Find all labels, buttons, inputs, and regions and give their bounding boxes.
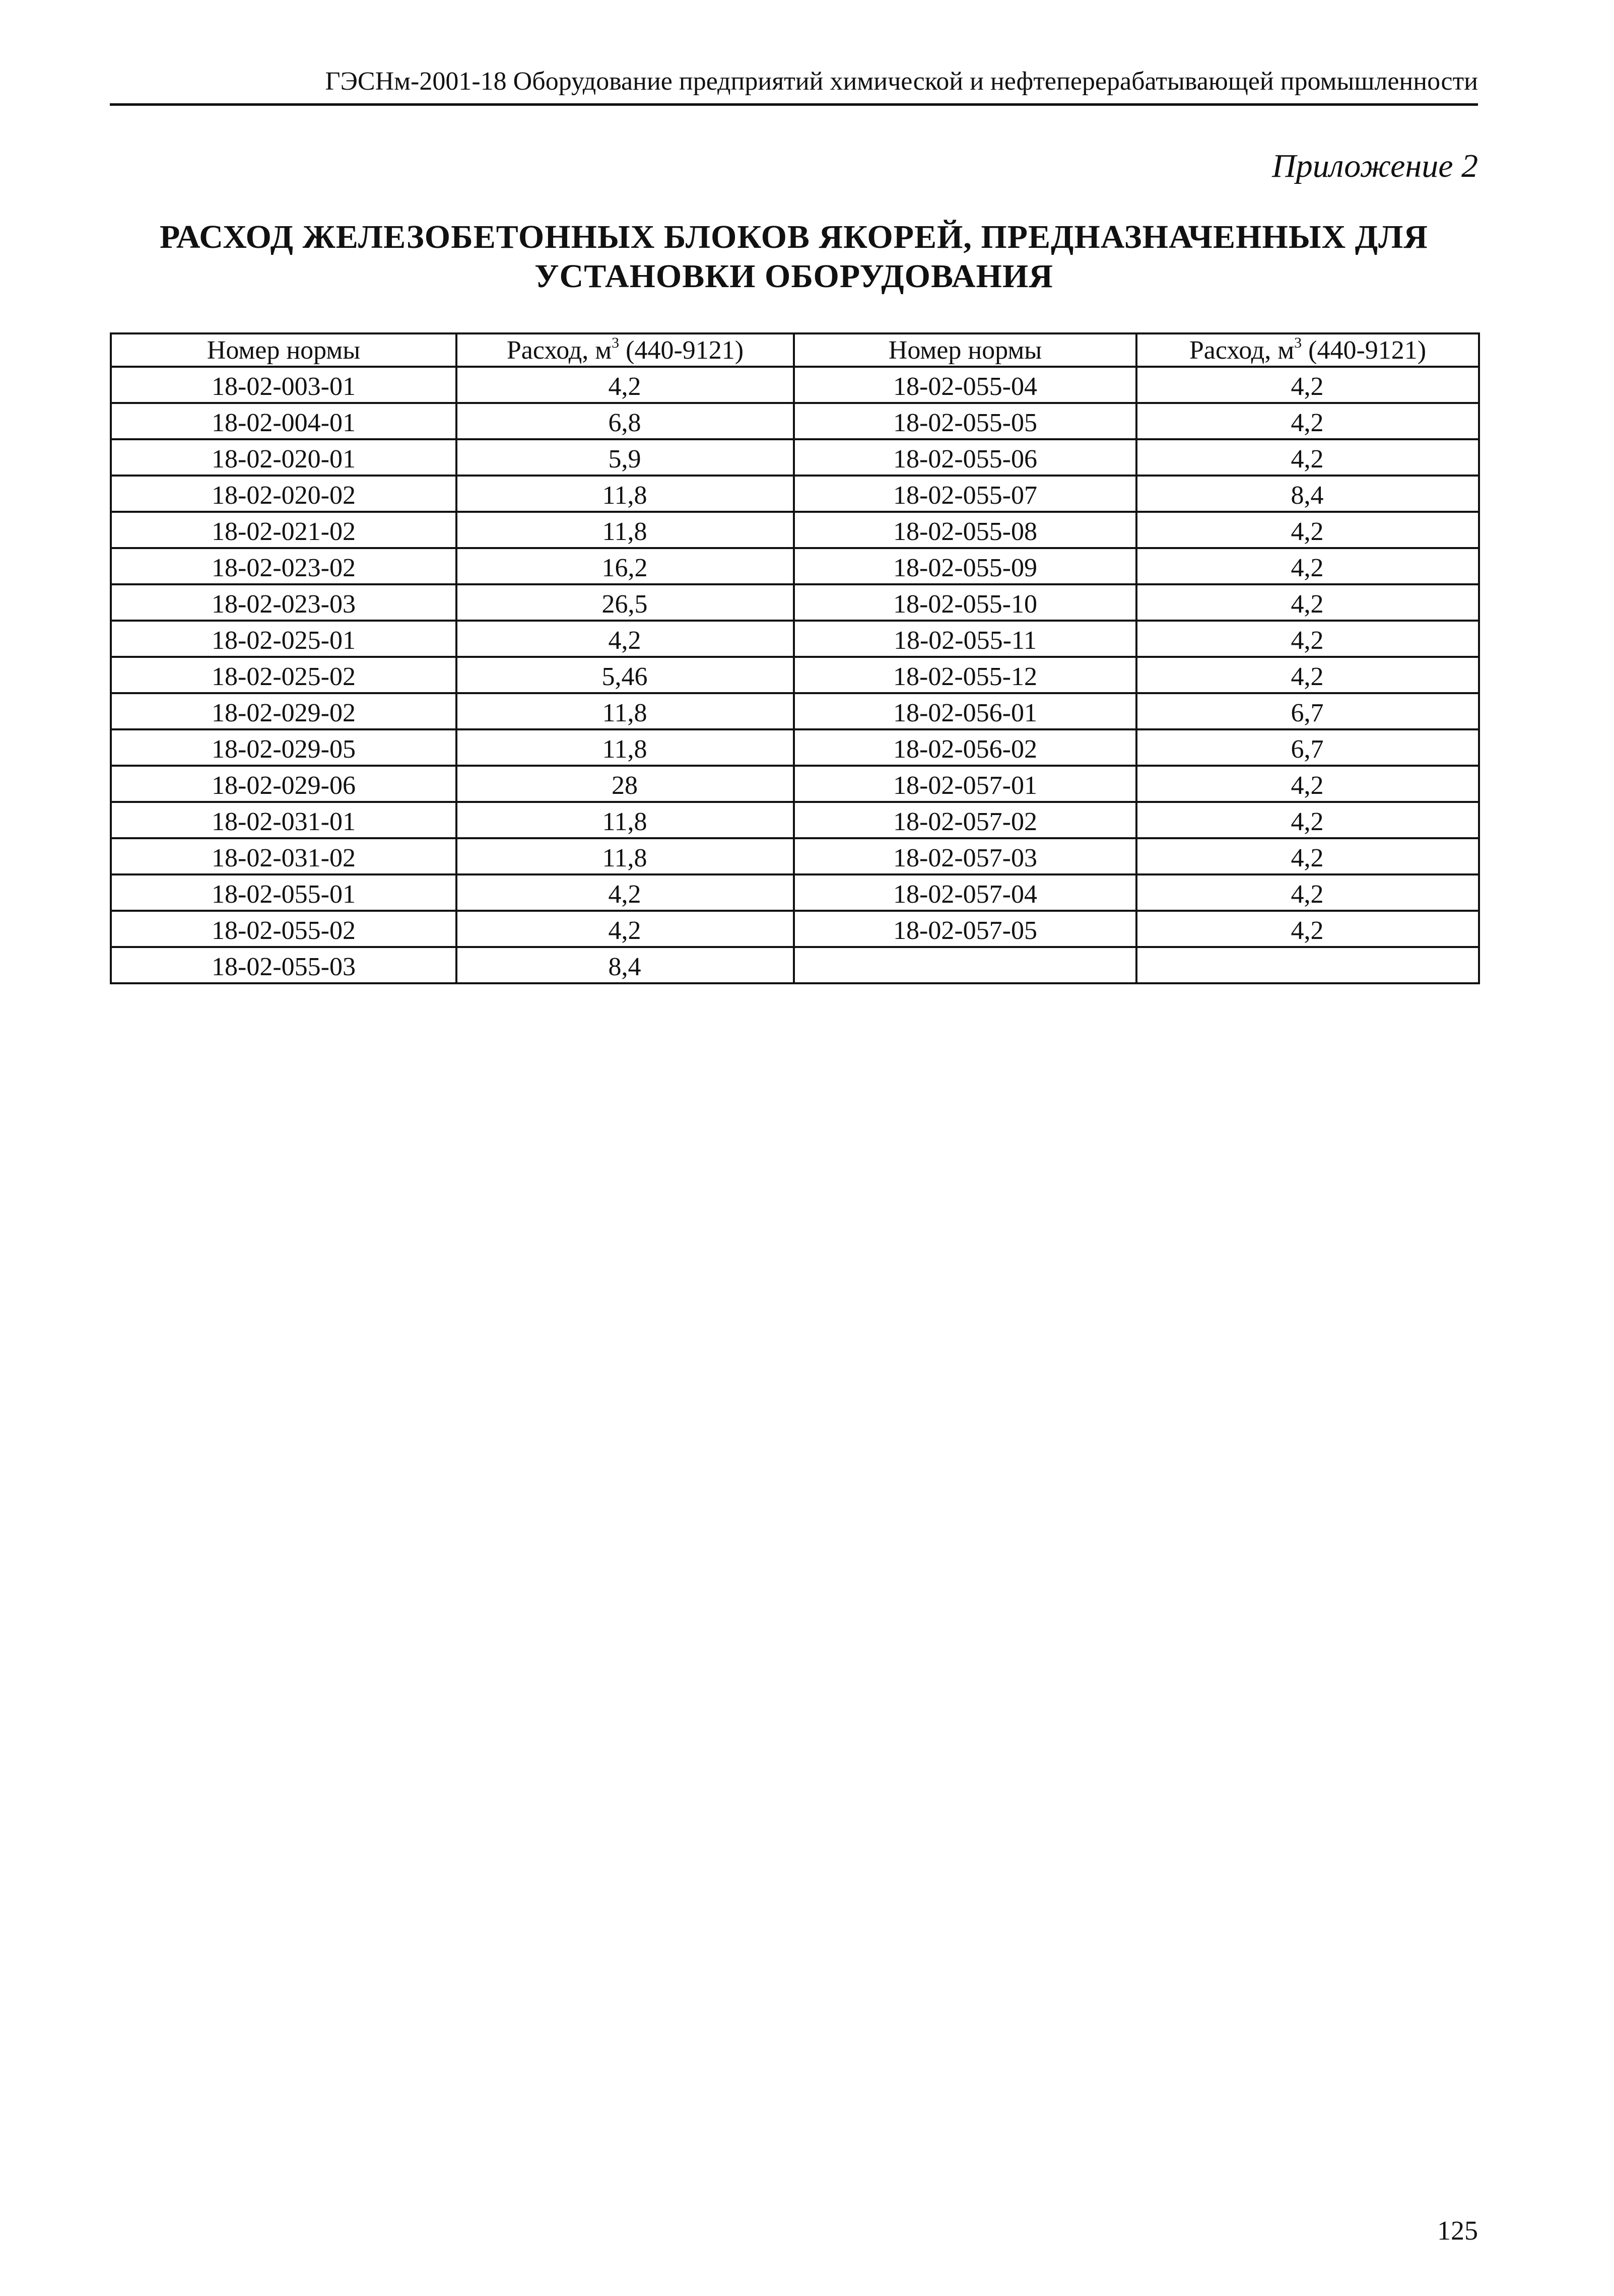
table-row [111, 729, 1479, 766]
cell-norm-number-right: 18-02-055-10 [794, 584, 1136, 621]
table-header-row [111, 333, 1479, 367]
table-row [111, 693, 1479, 729]
cell-norm-number-left: 18-02-025-02 [111, 657, 456, 693]
cell-consumption-left: 11,8 [456, 476, 794, 512]
cell-norm-number-right: 18-02-055-06 [794, 439, 1136, 476]
cell-norm-number-right: 18-02-055-11 [794, 621, 1136, 657]
table-row [111, 439, 1479, 476]
table-row [111, 766, 1479, 802]
cell-consumption-left: 8,4 [456, 947, 794, 983]
cell-norm-number-right [794, 947, 1136, 983]
header-consumption-right-suffix: (440-9121) [1308, 336, 1427, 365]
cell-norm-number-right: 18-02-057-01 [794, 766, 1136, 802]
cell-norm-number-right: 18-02-057-02 [794, 802, 1136, 838]
cell-norm-number-left: 18-02-055-01 [111, 874, 456, 911]
cell-consumption-right: 4,2 [1136, 911, 1479, 947]
cell-consumption-right: 4,2 [1136, 512, 1479, 548]
running-header [110, 64, 1478, 106]
cell-norm-number-right: 18-02-057-03 [794, 838, 1136, 874]
cell-norm-number-left: 18-02-023-02 [111, 548, 456, 584]
cell-norm-number-right: 18-02-055-12 [794, 657, 1136, 693]
table-row [111, 367, 1479, 403]
header-norm-number-right-label: Номер нормы [888, 336, 1042, 365]
cell-norm-number-left: 18-02-003-01 [111, 367, 456, 403]
cell-norm-number-left: 18-02-025-01 [111, 621, 456, 657]
cell-norm-number-left: 18-02-020-01 [111, 439, 456, 476]
cell-norm-number-left: 18-02-029-05 [111, 729, 456, 766]
table-row [111, 403, 1479, 439]
cell-consumption-right: 6,7 [1136, 729, 1479, 766]
cell-consumption-right [1136, 947, 1479, 983]
cell-norm-number-left: 18-02-055-03 [111, 947, 456, 983]
cell-consumption-right: 4,2 [1136, 439, 1479, 476]
cell-consumption-left: 11,8 [456, 729, 794, 766]
cell-norm-number-left: 18-02-023-03 [111, 584, 456, 621]
cell-consumption-left: 16,2 [456, 548, 794, 584]
cell-consumption-left: 11,8 [456, 838, 794, 874]
cell-consumption-right: 6,7 [1136, 693, 1479, 729]
cell-consumption-right: 4,2 [1136, 657, 1479, 693]
cell-norm-number-left: 18-02-029-02 [111, 693, 456, 729]
cell-norm-number-right: 18-02-055-09 [794, 548, 1136, 584]
header-consumption-right-power: 3 [1294, 334, 1302, 351]
cell-consumption-left: 11,8 [456, 802, 794, 838]
table-row [111, 584, 1479, 621]
cell-consumption-right: 4,2 [1136, 874, 1479, 911]
cell-consumption-right: 4,2 [1136, 766, 1479, 802]
cell-norm-number-right: 18-02-057-05 [794, 911, 1136, 947]
cell-norm-number-right: 18-02-055-08 [794, 512, 1136, 548]
cell-consumption-left: 6,8 [456, 403, 794, 439]
cell-consumption-right: 4,2 [1136, 621, 1479, 657]
cell-norm-number-right: 18-02-056-01 [794, 693, 1136, 729]
cell-norm-number-right: 18-02-055-07 [794, 476, 1136, 512]
table-row [111, 512, 1479, 548]
header-consumption-left-suffix: (440-9121) [626, 336, 744, 365]
cell-norm-number-left: 18-02-031-01 [111, 802, 456, 838]
cell-norm-number-left: 18-02-004-01 [111, 403, 456, 439]
cell-norm-number-left: 18-02-055-02 [111, 911, 456, 947]
header-consumption-left [456, 333, 794, 367]
table-row [111, 874, 1479, 911]
cell-consumption-left: 4,2 [456, 367, 794, 403]
header-consumption-left-power: 3 [612, 334, 620, 351]
cell-consumption-right: 4,2 [1136, 403, 1479, 439]
cell-consumption-right: 4,2 [1136, 367, 1479, 403]
document-title [110, 218, 1478, 296]
cell-norm-number-right: 18-02-057-04 [794, 874, 1136, 911]
table-row [111, 657, 1479, 693]
cell-consumption-left: 4,2 [456, 874, 794, 911]
cell-norm-number-left: 18-02-029-06 [111, 766, 456, 802]
header-consumption-right [1136, 333, 1479, 367]
cell-norm-number-right: 18-02-056-02 [794, 729, 1136, 766]
running-header-title: ГЭСНм-2001-18 Оборудование предприятий химической и нефтеперерабатывающей промышленности [325, 67, 1478, 96]
document-title-line-2: УСТАНОВКИ ОБОРУДОВАНИЯ [534, 258, 1053, 295]
header-consumption-right-prefix: Расход, м [1189, 336, 1295, 365]
cell-norm-number-left: 18-02-020-02 [111, 476, 456, 512]
cell-consumption-left: 5,46 [456, 657, 794, 693]
page-number: 125 [1437, 2215, 1478, 2246]
appendix-label: Приложение 2 [1272, 148, 1478, 184]
header-norm-number-left-label: Номер нормы [207, 336, 361, 365]
table-row [111, 802, 1479, 838]
cell-consumption-right: 4,2 [1136, 802, 1479, 838]
header-norm-number-left [111, 333, 456, 367]
cell-consumption-left: 11,8 [456, 512, 794, 548]
anchor-blocks-table [110, 332, 1480, 984]
cell-consumption-right: 8,4 [1136, 476, 1479, 512]
cell-consumption-right: 4,2 [1136, 838, 1479, 874]
header-consumption-left-prefix: Расход, м [506, 336, 612, 365]
cell-consumption-left: 28 [456, 766, 794, 802]
cell-consumption-left: 4,2 [456, 911, 794, 947]
cell-consumption-right: 4,2 [1136, 548, 1479, 584]
table-row [111, 838, 1479, 874]
cell-consumption-right: 4,2 [1136, 584, 1479, 621]
table-body [111, 367, 1479, 983]
header-norm-number-right [794, 333, 1136, 367]
table-row [111, 911, 1479, 947]
cell-consumption-left: 4,2 [456, 621, 794, 657]
table-row [111, 548, 1479, 584]
cell-consumption-left: 26,5 [456, 584, 794, 621]
cell-consumption-left: 11,8 [456, 693, 794, 729]
table-row [111, 947, 1479, 983]
cell-norm-number-left: 18-02-031-02 [111, 838, 456, 874]
cell-norm-number-right: 18-02-055-04 [794, 367, 1136, 403]
cell-consumption-left: 5,9 [456, 439, 794, 476]
table-row [111, 621, 1479, 657]
cell-norm-number-left: 18-02-021-02 [111, 512, 456, 548]
cell-norm-number-right: 18-02-055-05 [794, 403, 1136, 439]
table-row [111, 476, 1479, 512]
document-title-line-1: РАСХОД ЖЕЛЕЗОБЕТОННЫХ БЛОКОВ ЯКОРЕЙ, ПРЕДНАЗНАЧЕННЫХ ДЛЯ [160, 219, 1428, 255]
